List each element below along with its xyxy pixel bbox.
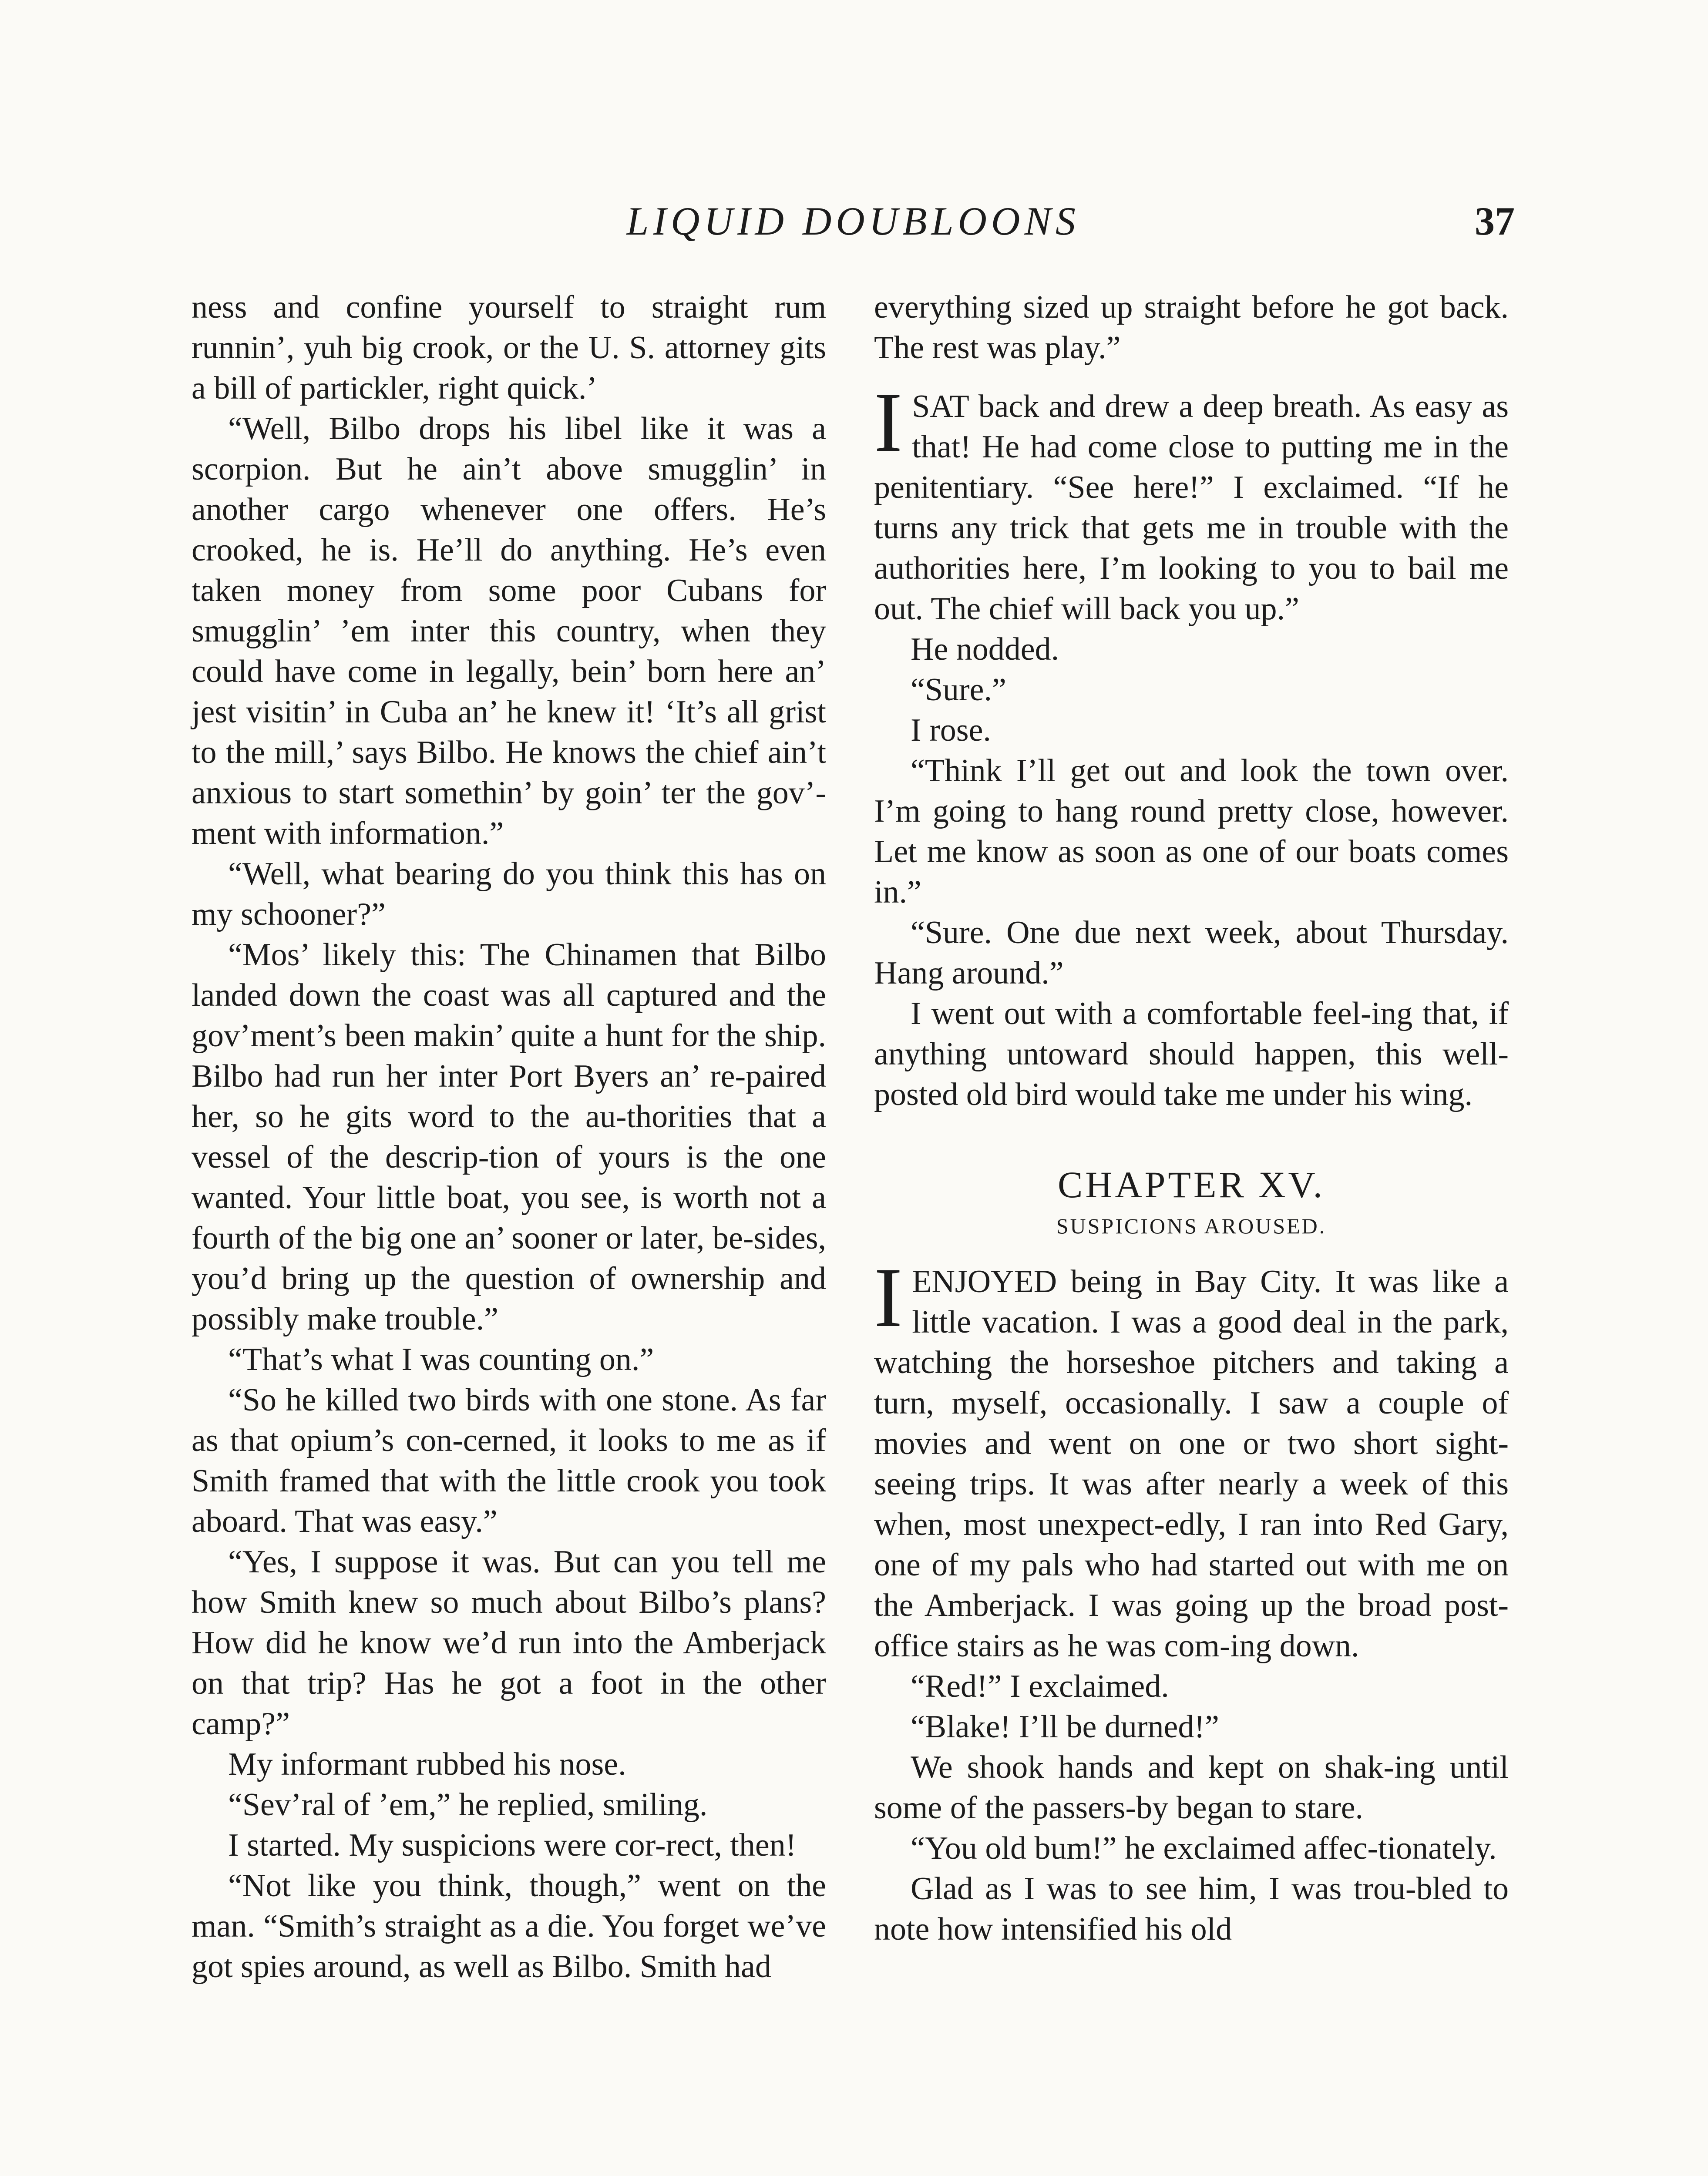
paragraph: “Sev’ral of ’em,” he replied, smiling. [228,1787,708,1823]
paragraph: Glad as I was to see him, I was trou-bled to note how intensified his old [874,1871,1509,1947]
paragraph: “Red!” I exclaimed. [911,1669,1169,1704]
dropcap-paragraph [874,375,1509,629]
right-column [874,287,1509,1950]
paragraph: “Sure.” [911,672,1006,708]
paragraph: We shook hands and kept on shak-ing until some of the passers-by began to stare. [874,1750,1509,1826]
paragraph: My informant rubbed his nose. [228,1746,626,1782]
paragraph: I rose. [911,712,991,748]
chapter-heading: CHAPTER XV. [1058,1164,1325,1206]
paragraph: I went out with a comfortable feel-ing that, if anything untoward should happen, this well-posted old bird would take me under his wing. [874,996,1509,1112]
drop-cap: I [874,1250,903,1345]
dropcap-paragraph [874,1250,1509,1666]
paragraph: “Well, what bearing do you think this has on my schooner?” [192,856,826,932]
paragraph: He nodded. [911,631,1059,667]
paragraph: “Think I’ll get out and look the town over. I’m going to hang round pretty close, however. Let me know as soon as one of our boats comes in.” [874,753,1509,910]
running-head [192,198,1515,259]
paragraph-text: SAT back and drew a deep breath. As easy as that! He had come close to putting me in the penitentiary. “See here!” I exclaimed. “If he turns any trick that gets me in trouble with the authorities here, I’m looking to you to bail me out. The chief will back you up.” [874,389,1509,627]
paragraph: “So he killed two birds with one stone. As far as that opium’s con-cerned, it looks to me as if Smith framed that with the little crook you took aboard. That was easy.” [192,1382,826,1539]
page-number: 37 [1475,199,1515,243]
paragraph: “Blake! I’ll be durned!” [911,1709,1219,1745]
left-column [192,287,826,1987]
paragraph: “Yes, I suppose it was. But can you tell me how Smith knew so much about Bilbo’s plans? How did he know we’d run into the Amberjack on that trip? Has he got a foot in the other camp?” [192,1544,826,1742]
paragraph: “That’s what I was counting on.” [228,1342,654,1377]
chapter-subtitle: SUSPICIONS AROUSED. [1056,1214,1327,1238]
paragraph: “Well, Bilbo drops his libel like it was a scorpion. But he ain’t above smugglin’ in another cargo whenever one offers. He’s crooked, he is. He’ll do anything. He’s even taken money from some poor Cubans for smugglin’ ’em inter this country, when they could have come in legally, bein’ born here an’ jest visitin’ in Cuba an’ he knew it! ‘It’s all grist to the mill,’ says Bilbo. He knows the chief ain’t anxious to start somethin’ by goin’ ter the gov’-ment with information.” [192,411,826,851]
paragraph: I started. My suspicions were cor-rect, then! [228,1827,797,1863]
paragraph: “You old bum!” he exclaimed affec-tionately. [911,1830,1497,1866]
running-title: LIQUID DOUBLOONS [626,199,1080,243]
paragraph: ness and confine yourself to straight rum runnin’, yuh big crook, or the U. S. attorney gits a bill of partickler, right quick.’ [192,289,826,406]
paragraph: everything sized up straight before he got back. The rest was play.” [874,289,1509,366]
paragraph: “Not like you think, though,” went on the man. “Smith’s straight as a die. You forget we’ve got spies around, as well as Bilbo. Smith had [192,1868,826,1985]
paragraph: “Mos’ likely this: The Chinamen that Bilbo landed down the coast was all captured and the gov’ment’s been makin’ quite a hunt for the ship. Bilbo had run her inter Port Byers an’ re-paired her, so he gits word to the au-thorities that a vessel of the descrip-tion of yours is the one wanted. Your little boat, you see, is worth not a fourth of the big one an’ sooner or later, be-sides, you’d bring up the question of ownership and possibly make trouble.” [192,937,826,1337]
paragraph-text: ENJOYED being in Bay City. It was like a little vacation. I was a good deal in the park, watching the horseshoe pitchers and taking a turn, myself, occasionally. I saw a couple of movies and went on one or two short sight-seeing trips. It was after nearly a week of this when, most unexpect-edly, I ran into Red Gary, one of my pals who had started out with me on the Amberjack. I was going up the broad post-office stairs as he was com-ing down. [874,1264,1509,1664]
paragraph: “Sure. One due next week, about Thursday. Hang around.” [874,915,1509,991]
drop-cap: I [874,375,903,470]
